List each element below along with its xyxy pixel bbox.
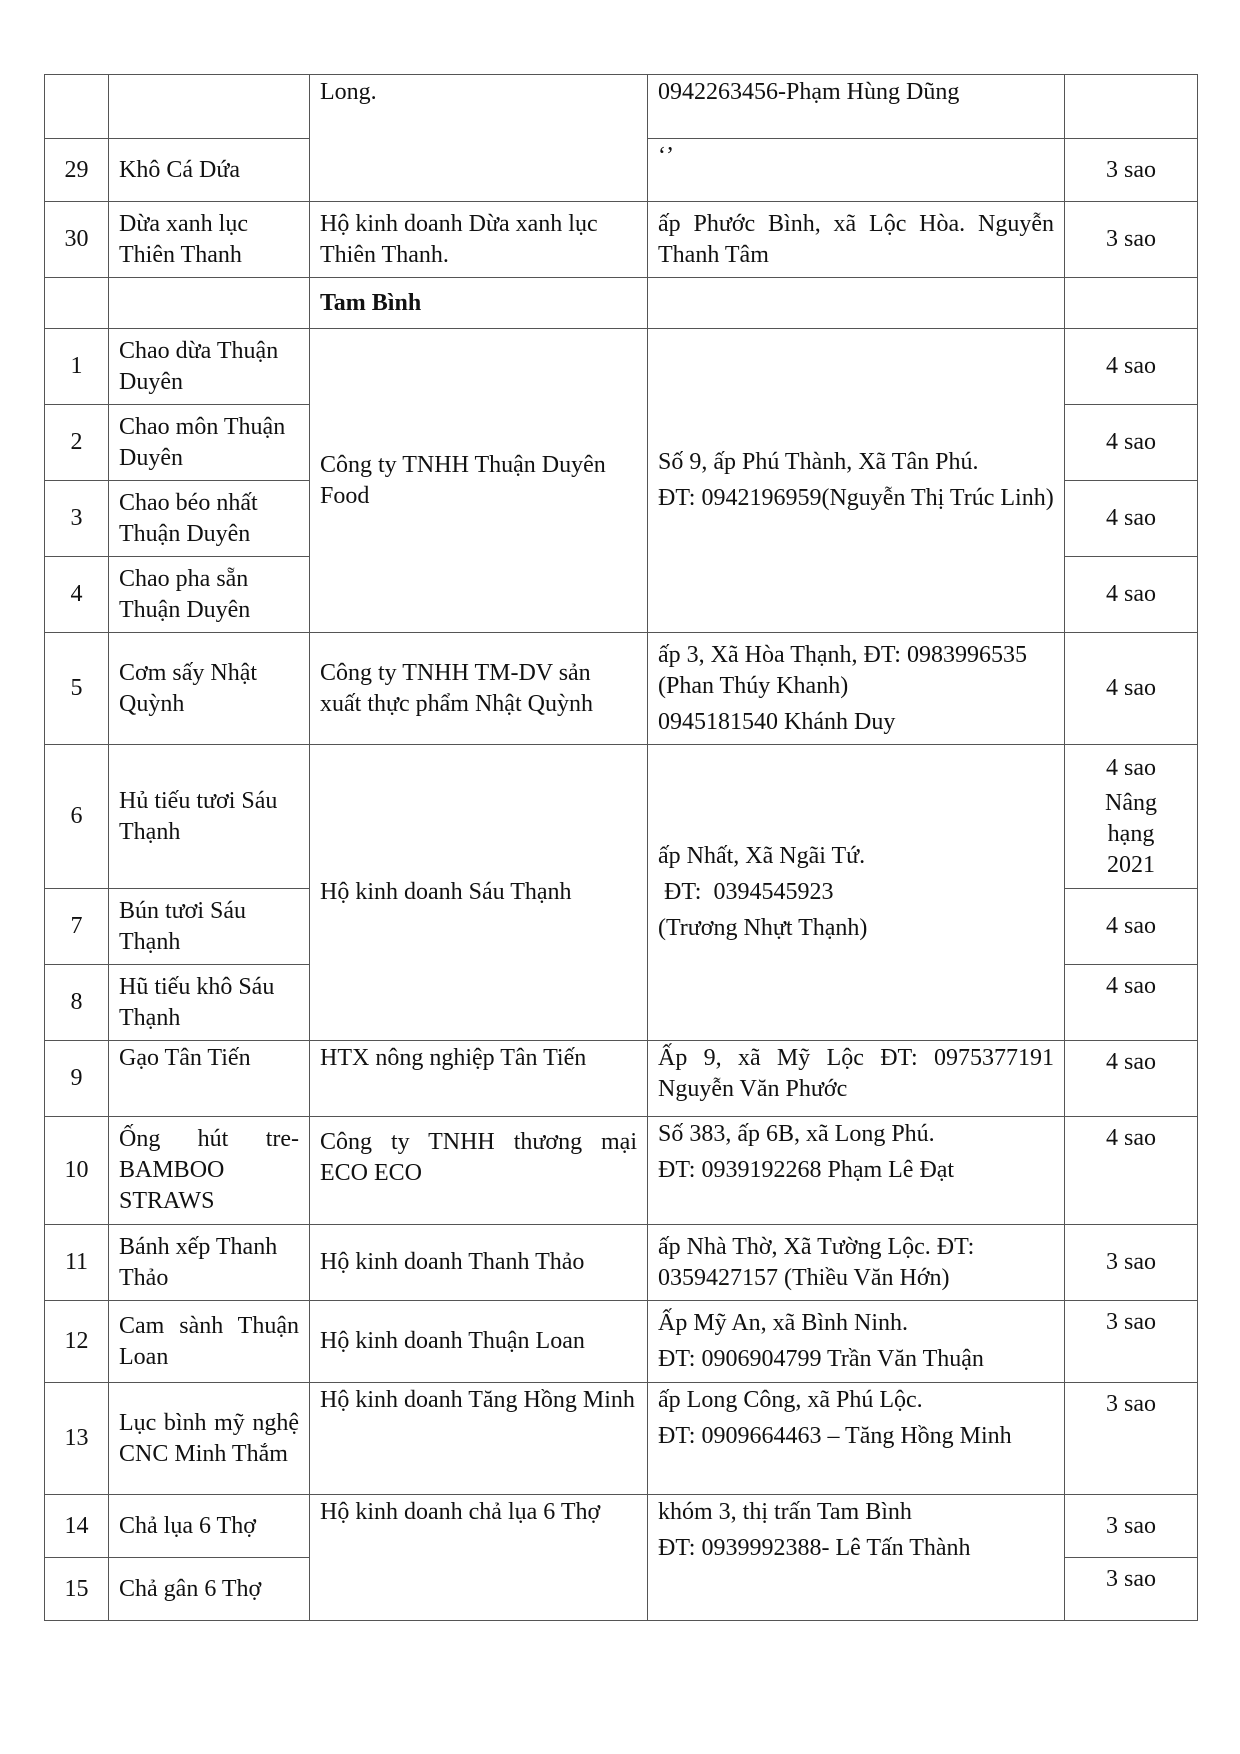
product-name-cell: Bún tươi Sáu Thạnh	[109, 889, 310, 965]
rank-cell: 3 sao	[1065, 139, 1198, 202]
address-cell: Ấp Mỹ An, xã Bình Ninh. ĐT: 0906904799 Trần Văn Thuận	[648, 1301, 1065, 1383]
address-cell: Số 9, ấp Phú Thành, Xã Tân Phú. ĐT: 0942196959(Nguyễn Thị Trúc Linh)	[648, 329, 1065, 633]
product-name-cell: Chả lụa 6 Thợ	[109, 1495, 310, 1558]
product-name-cell: Khô Cá Dứa	[109, 139, 310, 202]
rank-cell: 4 sao	[1065, 405, 1198, 481]
address-cell: ấp Long Công, xã Phú Lộc. ĐT: 0909664463 – Tăng Hồng Minh	[648, 1383, 1065, 1495]
rank-cell: 4 sao	[1065, 965, 1198, 1041]
table-row	[45, 329, 1198, 405]
table-row	[45, 1383, 1198, 1495]
product-name-cell: Chao môn Thuận Duyên	[109, 405, 310, 481]
organization-cell: Công ty TNHH TM-DV sản xuất thực phẩm Nhật Quỳnh	[310, 633, 648, 745]
stt-cell: 15	[45, 1558, 109, 1621]
organization-cell: HTX nông nghiệp Tân Tiến	[310, 1041, 648, 1117]
stt-cell: 9	[45, 1041, 109, 1117]
stt-cell: 12	[45, 1301, 109, 1383]
rank-cell: 3 sao	[1065, 202, 1198, 278]
rank-cell: 4 sao	[1065, 1041, 1198, 1117]
organization-cell: Hộ kinh doanh Dừa xanh lục Thiên Thanh.	[310, 202, 648, 278]
table-row	[45, 1225, 1198, 1301]
organization-cell: Hộ kinh doanh Sáu Thạnh	[310, 745, 648, 1041]
product-name-cell: Chao béo nhất Thuận Duyên	[109, 481, 310, 557]
product-name-cell: Hũ tiếu khô Sáu Thạnh	[109, 965, 310, 1041]
address-cell: ‘’	[648, 139, 1065, 202]
rank-cell: 4 sao	[1065, 889, 1198, 965]
rank-cell: 3 sao	[1065, 1383, 1198, 1495]
table-row	[45, 75, 1198, 139]
section-title: Tam Bình	[310, 278, 648, 329]
stt-cell: 14	[45, 1495, 109, 1558]
table-row	[45, 1117, 1198, 1225]
stt-cell: 10	[45, 1117, 109, 1225]
table-row	[45, 202, 1198, 278]
address-cell: khóm 3, thị trấn Tam Bình ĐT: 0939992388- Lê Tấn Thành	[648, 1495, 1065, 1621]
stt-cell: 11	[45, 1225, 109, 1301]
product-name-cell: Dừa xanh lục Thiên Thanh	[109, 202, 310, 278]
table-row	[45, 1301, 1198, 1383]
stt-cell: 13	[45, 1383, 109, 1495]
table-row	[45, 1041, 1198, 1117]
stt-cell: 30	[45, 202, 109, 278]
organization-cell: Công ty TNHH Thuận Duyên Food	[310, 329, 648, 633]
stt-cell: 5	[45, 633, 109, 745]
stt-cell: 3	[45, 481, 109, 557]
product-name-cell: Chao dừa Thuận Duyên	[109, 329, 310, 405]
product-name-cell: Chao pha sẵn Thuận Duyên	[109, 557, 310, 633]
address-cell: ấp Phước Bình, xã Lộc Hòa. Nguyễn Thanh Tâm	[648, 202, 1065, 278]
stt-cell: 7	[45, 889, 109, 965]
stt-cell: 2	[45, 405, 109, 481]
product-name-cell: Lục bình mỹ nghệ CNC Minh Thắm	[109, 1383, 310, 1495]
address-cell: ấp Nhất, Xã Ngãi Tứ. ĐT: 0394545923 (Trương Nhựt Thạnh)	[648, 745, 1065, 1041]
organization-cell: Hộ kinh doanh Thanh Thảo	[310, 1225, 648, 1301]
address-cell: Ấp 9, xã Mỹ Lộc ĐT: 0975377191 Nguyễn Văn Phước	[648, 1041, 1065, 1117]
ocop-products-table	[44, 74, 1198, 1621]
address-cell: Số 383, ấp 6B, xã Long Phú. ĐT: 0939192268 Phạm Lê Đạt	[648, 1117, 1065, 1225]
table-row	[45, 1495, 1198, 1558]
rank-cell: 3 sao	[1065, 1301, 1198, 1383]
rank-cell: 3 sao	[1065, 1558, 1198, 1621]
address-cell: ấp 3, Xã Hòa Thạnh, ĐT: 0983996535 (Phan Thúy Khanh) 0945181540 Khánh Duy	[648, 633, 1065, 745]
organization-cell: Hộ kinh doanh chả lụa 6 Thợ	[310, 1495, 648, 1621]
rank-cell: 4 sao	[1065, 329, 1198, 405]
rank-cell: 3 sao	[1065, 1225, 1198, 1301]
stt-cell: 4	[45, 557, 109, 633]
rank-cell: 4 sao	[1065, 633, 1198, 745]
product-name-cell: Cơm sấy Nhật Quỳnh	[109, 633, 310, 745]
rank-cell: 4 sao	[1065, 1117, 1198, 1225]
rank-cell: 4 sao	[1065, 557, 1198, 633]
stt-cell: 29	[45, 139, 109, 202]
organization-cell: Long.	[310, 75, 648, 202]
address-cell: ấp Nhà Thờ, Xã Tường Lộc. ĐT: 0359427157 (Thiều Văn Hớn)	[648, 1225, 1065, 1301]
table-row	[45, 633, 1198, 745]
stt-cell	[45, 75, 109, 139]
rank-cell	[1065, 75, 1198, 139]
product-name-cell: Ống hút tre-BAMBOO STRAWS	[109, 1117, 310, 1225]
organization-cell: Công ty TNHH thương mại ECO ECO	[310, 1117, 648, 1225]
stt-cell: 1	[45, 329, 109, 405]
organization-cell: Hộ kinh doanh Thuận Loan	[310, 1301, 648, 1383]
product-name-cell: Bánh xếp Thanh Thảo	[109, 1225, 310, 1301]
address-cell: 0942263456-Phạm Hùng Dũng	[648, 75, 1065, 139]
organization-cell: Hộ kinh doanh Tăng Hồng Minh	[310, 1383, 648, 1495]
product-name-cell	[109, 75, 310, 139]
rank-cell: 3 sao	[1065, 1495, 1198, 1558]
product-name-cell: Chả gân 6 Thợ	[109, 1558, 310, 1621]
rank-cell: 4 sao Nâng hạng 2021	[1065, 745, 1198, 889]
product-name-cell: Hủ tiếu tươi Sáu Thạnh	[109, 745, 310, 889]
product-name-cell: Cam sành Thuận Loan	[109, 1301, 310, 1383]
section-row	[45, 278, 1198, 329]
stt-cell: 8	[45, 965, 109, 1041]
stt-cell: 6	[45, 745, 109, 889]
product-name-cell: Gạo Tân Tiến	[109, 1041, 310, 1117]
table-row	[45, 745, 1198, 889]
rank-cell: 4 sao	[1065, 481, 1198, 557]
